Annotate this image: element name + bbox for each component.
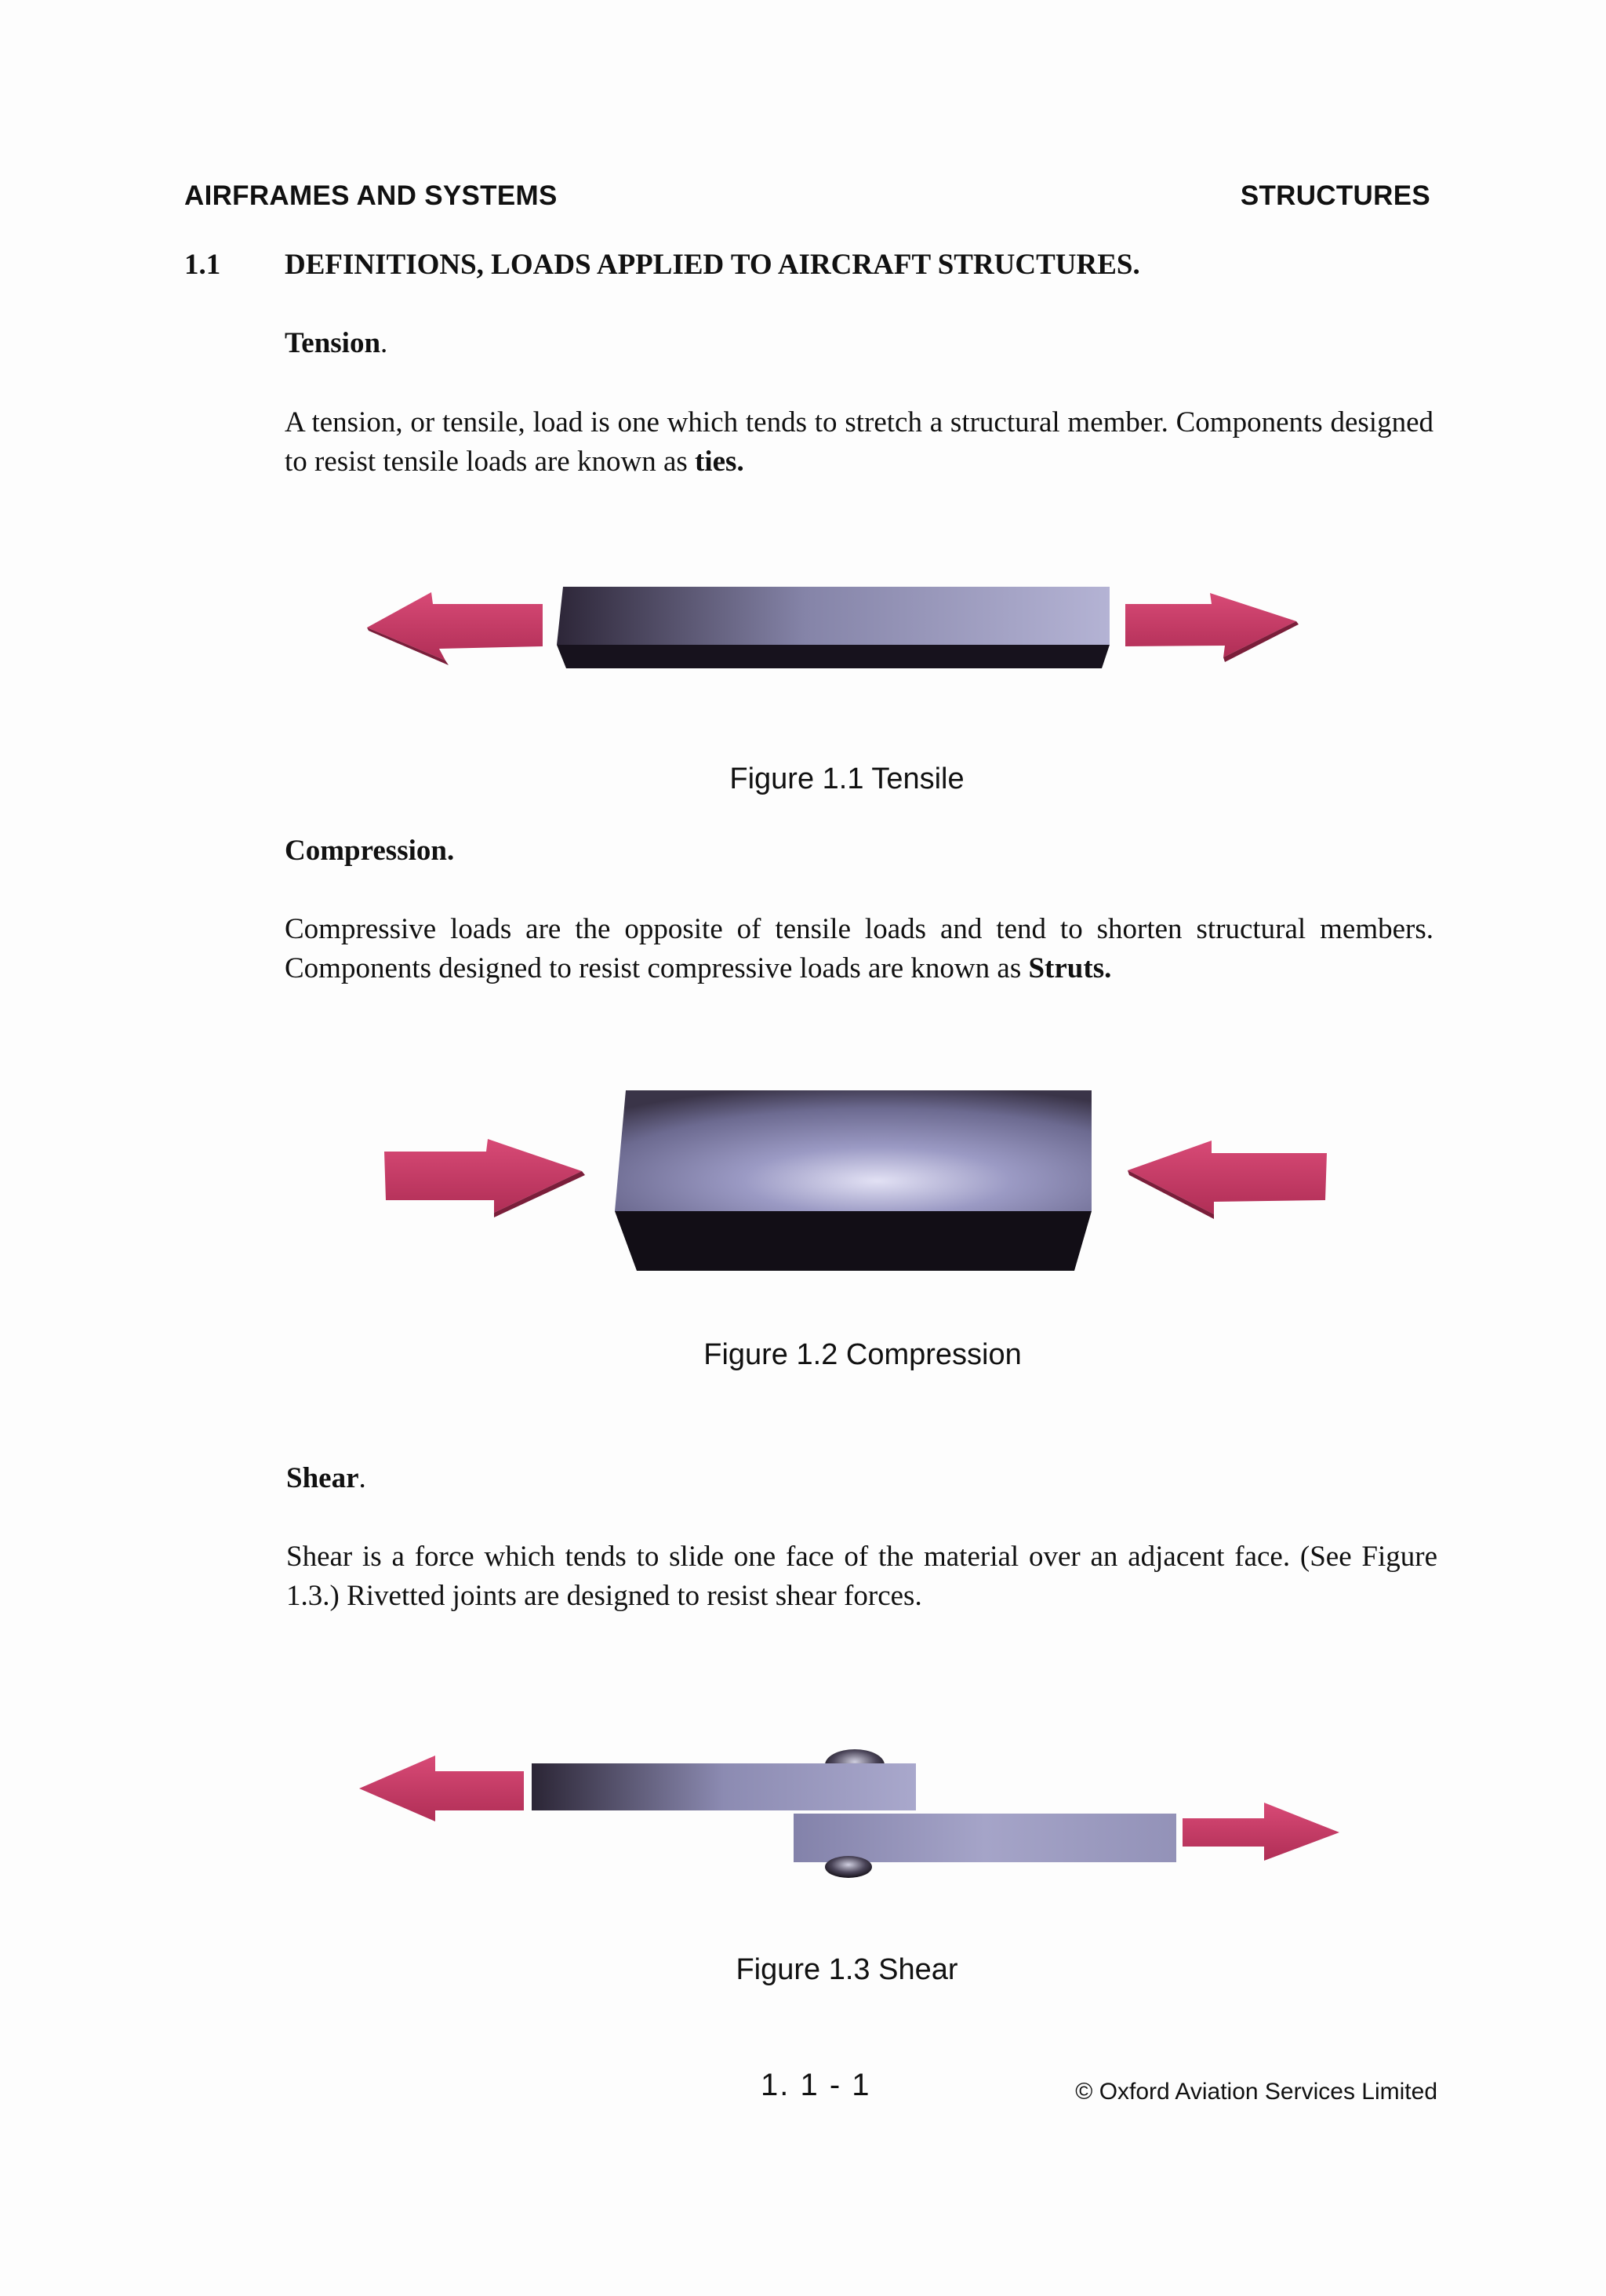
running-header-left: AIRFRAMES AND SYSTEMS xyxy=(184,180,558,211)
figure-1-2-caption: Figure 1.2 Compression xyxy=(703,1338,1022,1371)
tensile-right-arrow xyxy=(1125,593,1296,657)
tensile-bar xyxy=(557,587,1110,645)
shear-figure xyxy=(353,1741,1357,1898)
compression-heading: Compression. xyxy=(285,835,455,867)
section-number: 1.1 xyxy=(184,249,221,281)
running-header-right: STRUCTURES xyxy=(1240,180,1430,211)
shear-left-arrow xyxy=(359,1756,524,1821)
compression-figure xyxy=(376,1083,1364,1279)
page-number: 1. 1 - 1 xyxy=(761,2068,871,2102)
rivet-head-bottom xyxy=(825,1856,872,1878)
section-title: DEFINITIONS, LOADS APPLIED TO AIRCRAFT STRUCTURES. xyxy=(285,249,1140,281)
copyright-notice: © Oxford Aviation Services Limited xyxy=(1075,2079,1437,2105)
compression-right-arrow xyxy=(1128,1141,1327,1214)
tension-paragraph: A tension, or tensile, load is one which tends to stretch a structural member. Components designed to resist tensile loads are known as ties. xyxy=(285,406,1433,478)
shear-lower-plate xyxy=(794,1814,1176,1862)
compression-paragraph: Compressive loads are the opposite of tensile loads and tend to shorten structural members. Components designed to resist compressive loads are known as Struts. xyxy=(285,913,1433,984)
tension-heading: Tension. xyxy=(285,327,388,359)
shear-paragraph: Shear is a force which tends to slide one face of the material over an adjacent face. (See Figure 1.3.) Rivetted joints are designed to resist shear forces. xyxy=(286,1541,1437,1612)
compression-left-arrow xyxy=(384,1139,582,1213)
figure-1-1-caption: Figure 1.1 Tensile xyxy=(729,762,965,795)
shear-upper-plate xyxy=(532,1763,916,1810)
tensile-figure xyxy=(361,573,1396,690)
shear-heading: Shear. xyxy=(286,1462,366,1494)
compression-block xyxy=(615,1090,1092,1211)
figure-1-3-caption: Figure 1.3 Shear xyxy=(736,1953,958,1986)
shear-right-arrow xyxy=(1183,1803,1339,1861)
tensile-left-arrow xyxy=(367,592,543,660)
